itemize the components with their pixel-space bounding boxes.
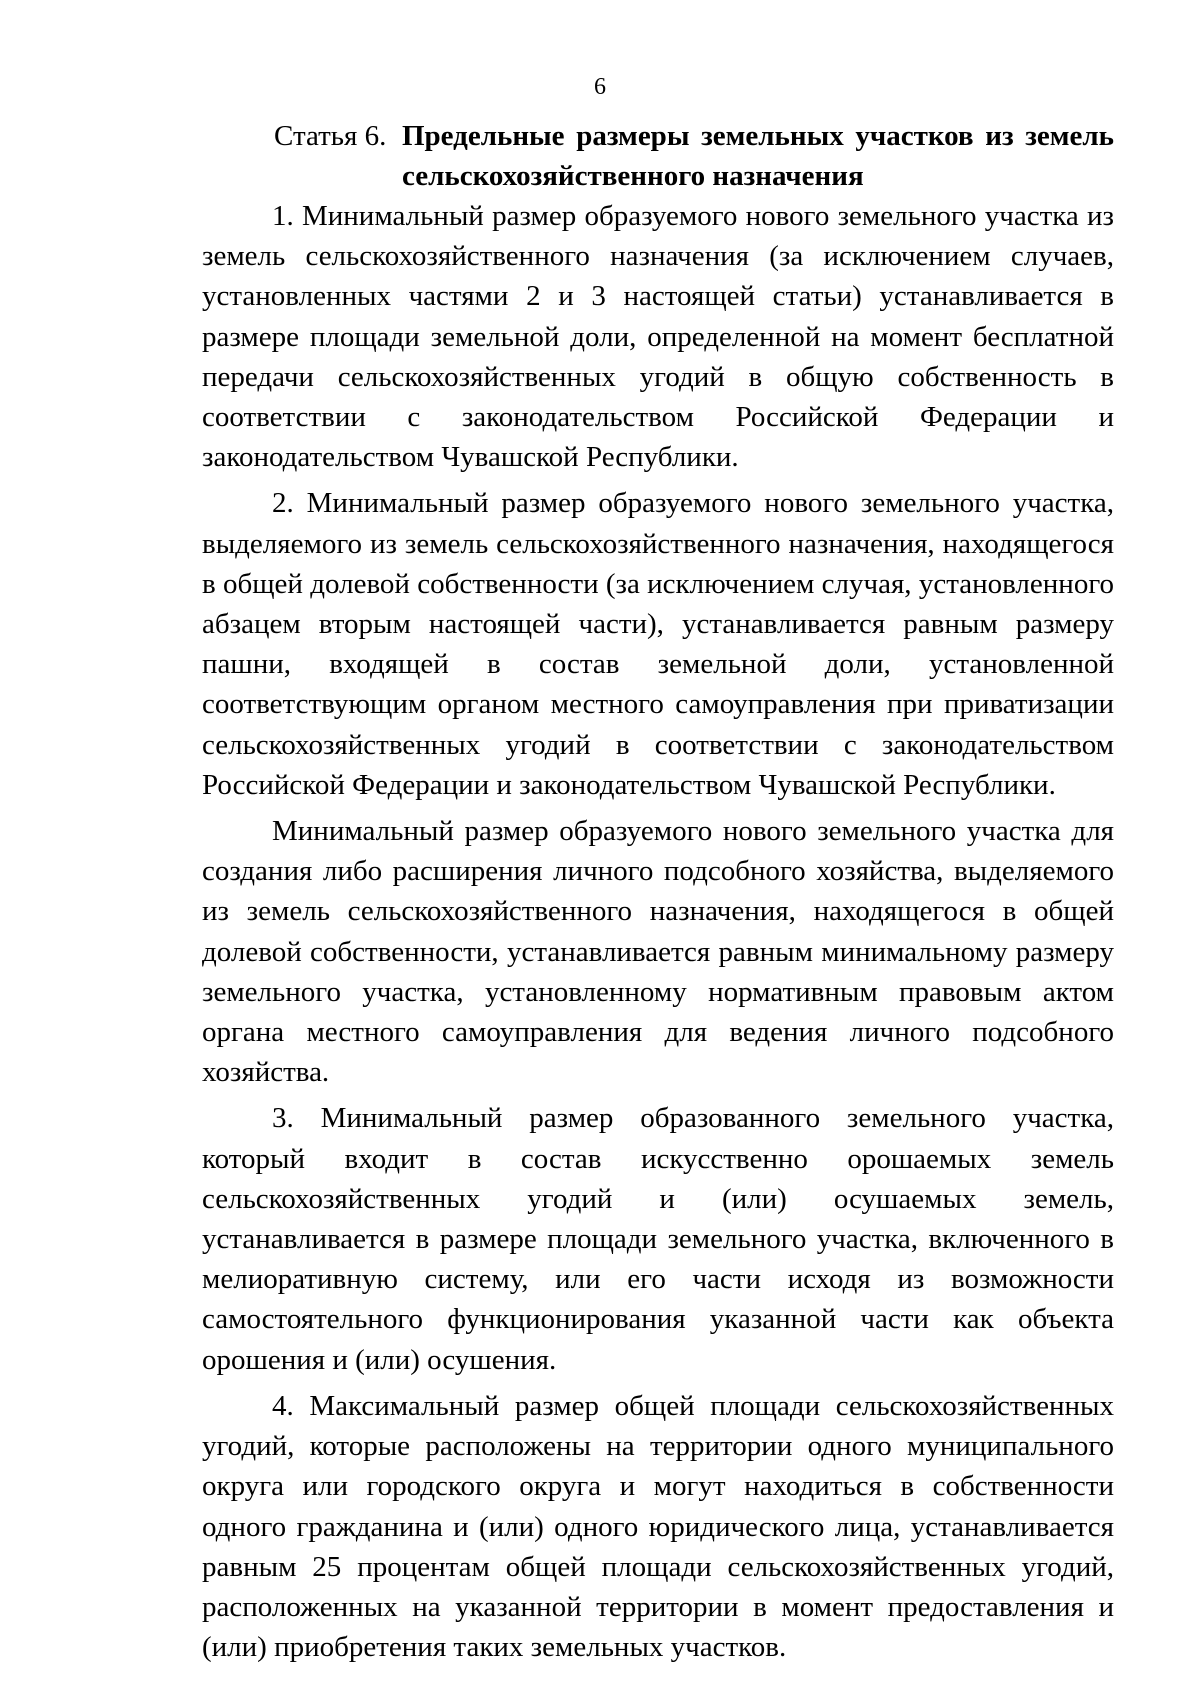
paragraph-2: 2. Минимальный размер образуемого нового земельного участка, выделяемого из земель сельскохозяйственного назначения, находящегося в общей долевой собственности (за исключением случая, установленного абзацем вторым настоящей части), устанавливается равным размеру пашни, входящей в состав земельной доли, установленной соответствующим органом местного самоуправления при приватизации сельскохозяйственных угодий в соответствии с законодательством Российской Федерации и законодательством Чувашской Республики.: [202, 487, 1114, 801]
paragraph-1: 1. Минимальный размер образуемого нового земельного участка из земель сельскохозяйственного назначения (за исключением случаев, установленных частями 2 и 3 настоящей статьи) устанавливается в размере площади земельной доли, определенной на момент бесплатной передачи сельскохозяйственных угодий в общую собственность в соответствии с законодательством Российской Федерации и законодательством Чувашской Республики.: [202, 200, 1114, 474]
article-label: Статья 6.: [274, 120, 387, 152]
article-title: Предельные размеры земельных участков из земель сельскохозяйственного назначения: [402, 120, 1114, 192]
paragraph-3: 3. Минимальный размер образованного земельного участка, который входит в состав искусственно орошаемых земель сельскохозяйственных угодий и (или) осушаемых земель, устанавливается в размере площади земельного участка, включенного в мелиоративную систему, или его части исходя из возможности самостоятельного функционирования указанной части как объекта орошения и (или) осушения.: [202, 1102, 1114, 1376]
paragraph-4: 4. Максимальный размер общей площади сельскохозяйственных угодий, которые расположены на территории одного муниципального округа или городского округа и могут находиться в собственности одного гражданина и (или) одного юридического лица, устанавливается равным 25 процентам общей площади сельскохозяйственных угодий, расположенных на указанной территории в момент предоставления и (или) приобретения таких земельных участков.: [202, 1389, 1114, 1664]
paragraph-2-second-indent: Минимальный размер образуемого нового земельного участка для создания либо расширения личного подсобного хозяйства, выделяемого из земель сельскохозяйственного назначения, находящегося в общей долевой собственности, устанавливается равным минимальному размеру земельного участка, установленному нормативным правовым актом органа местного самоуправления для ведения личного подсобного хозяйства.: [202, 815, 1114, 1089]
article-heading: [274, 116, 1114, 196]
page-number: 6: [594, 74, 606, 100]
article-body: [202, 196, 1114, 1673]
